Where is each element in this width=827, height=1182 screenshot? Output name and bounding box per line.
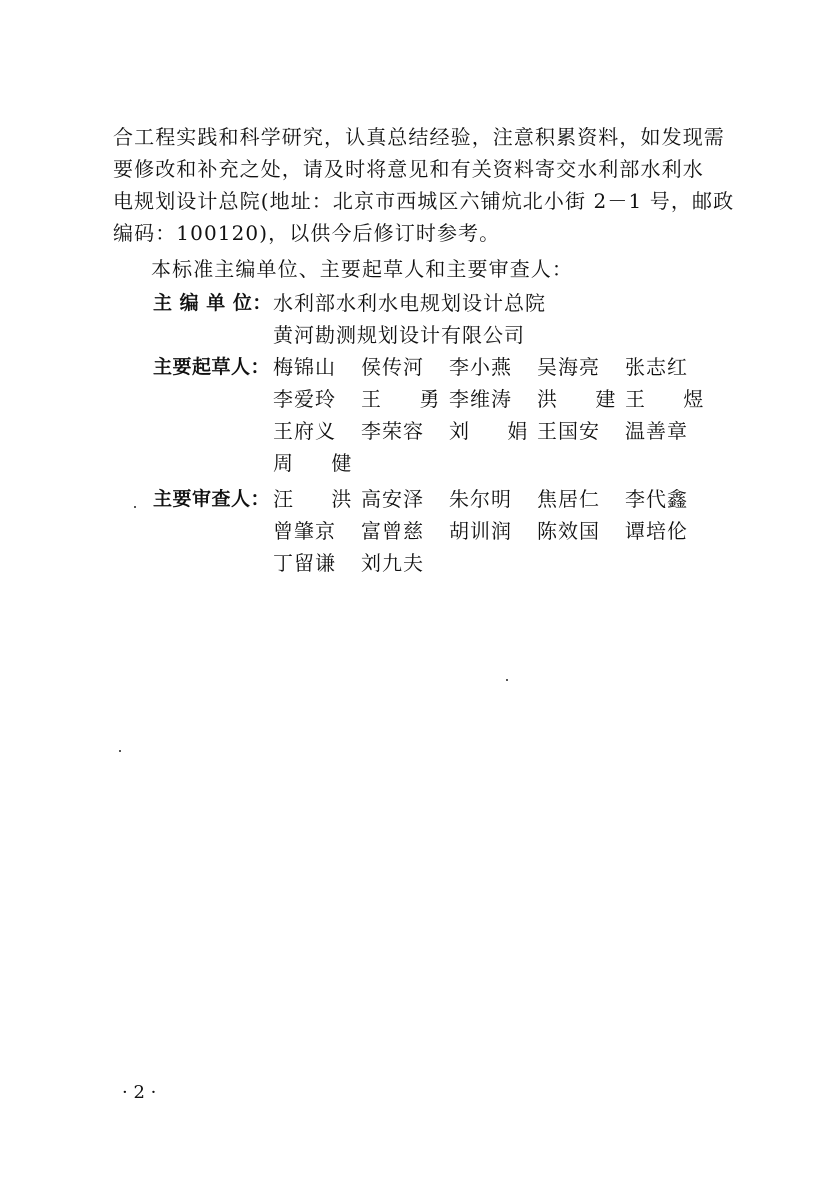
reviewer-name: 李代鑫	[625, 487, 688, 511]
chief-editor-label: 主 编 单 位：	[153, 292, 272, 314]
scan-speck	[119, 750, 121, 752]
drafters-row	[153, 383, 720, 415]
contributors-intro: 本标准主编单位、主要起草人和主要审查人：	[151, 257, 573, 281]
reviewers-row	[153, 483, 713, 515]
drafter-name: 周 健	[273, 451, 368, 475]
page-number: · 2 ·	[122, 1082, 157, 1103]
drafter-name: 李小燕	[449, 355, 512, 379]
reviewer-name: 陈效国	[537, 519, 600, 543]
reviewers-row	[153, 515, 713, 547]
drafter-name: 王国安	[537, 419, 600, 443]
chief-editor-row	[153, 287, 713, 319]
paragraph-line: 电规划设计总院(地址：北京市西城区六铺炕北小街 2－1 号，邮政	[113, 189, 735, 213]
chief-editor-section	[153, 287, 713, 351]
drafter-name: 刘 娟	[449, 419, 544, 443]
reviewer-name: 汪 洪	[273, 487, 368, 511]
reviewers-row	[153, 547, 713, 579]
drafter-name: 王 勇	[361, 387, 456, 411]
drafter-name: 吴海亮	[537, 355, 600, 379]
reviewer-name: 刘九夫	[361, 551, 424, 575]
chief-editor-unit: 水利部水利水电规划设计总院	[273, 291, 546, 315]
drafter-name: 王 煜	[625, 387, 720, 411]
drafter-name: 张志红	[625, 355, 688, 379]
scan-speck	[134, 506, 136, 508]
drafter-name: 王府义	[273, 419, 336, 443]
drafters-section	[153, 351, 720, 479]
reviewer-name: 曾肇京	[273, 519, 336, 543]
drafter-name: 李维涛	[449, 387, 512, 411]
reviewer-name: 胡训润	[449, 519, 512, 543]
chief-editor-unit: 黄河勘测规划设计有限公司	[273, 323, 525, 347]
reviewer-name: 焦居仁	[537, 487, 600, 511]
paragraph-line: 合工程实践和科学研究，认真总结经验，注意积累资料，如发现需	[113, 125, 725, 149]
paragraph-line: 编码：100120)，以供今后修订时参考。	[113, 221, 501, 245]
chief-editor-row	[153, 319, 713, 351]
reviewer-name: 丁留谦	[273, 551, 336, 575]
drafters-row	[153, 447, 713, 479]
paragraph-line: 要修改和补充之处，请及时将意见和有关资料寄交水利部水利水	[113, 157, 704, 181]
drafter-name: 洪 建	[537, 387, 632, 411]
scan-speck	[506, 679, 508, 681]
drafter-name: 李荣容	[361, 419, 424, 443]
drafters-row	[153, 415, 713, 447]
drafter-name: 李爱玲	[273, 387, 336, 411]
drafters-row	[153, 351, 713, 383]
reviewers-section	[153, 483, 713, 579]
drafter-name: 温善章	[625, 419, 688, 443]
reviewer-name: 高安泽	[361, 487, 424, 511]
drafter-name: 梅锦山	[273, 355, 336, 379]
drafters-label: 主要起草人：	[153, 356, 271, 378]
body-paragraph	[113, 121, 735, 249]
reviewer-name: 谭培伦	[625, 519, 688, 543]
drafter-name: 侯传河	[361, 355, 424, 379]
reviewer-name: 富曾慈	[361, 519, 424, 543]
reviewer-name: 朱尔明	[449, 487, 512, 511]
reviewers-label: 主要审查人：	[153, 488, 271, 510]
